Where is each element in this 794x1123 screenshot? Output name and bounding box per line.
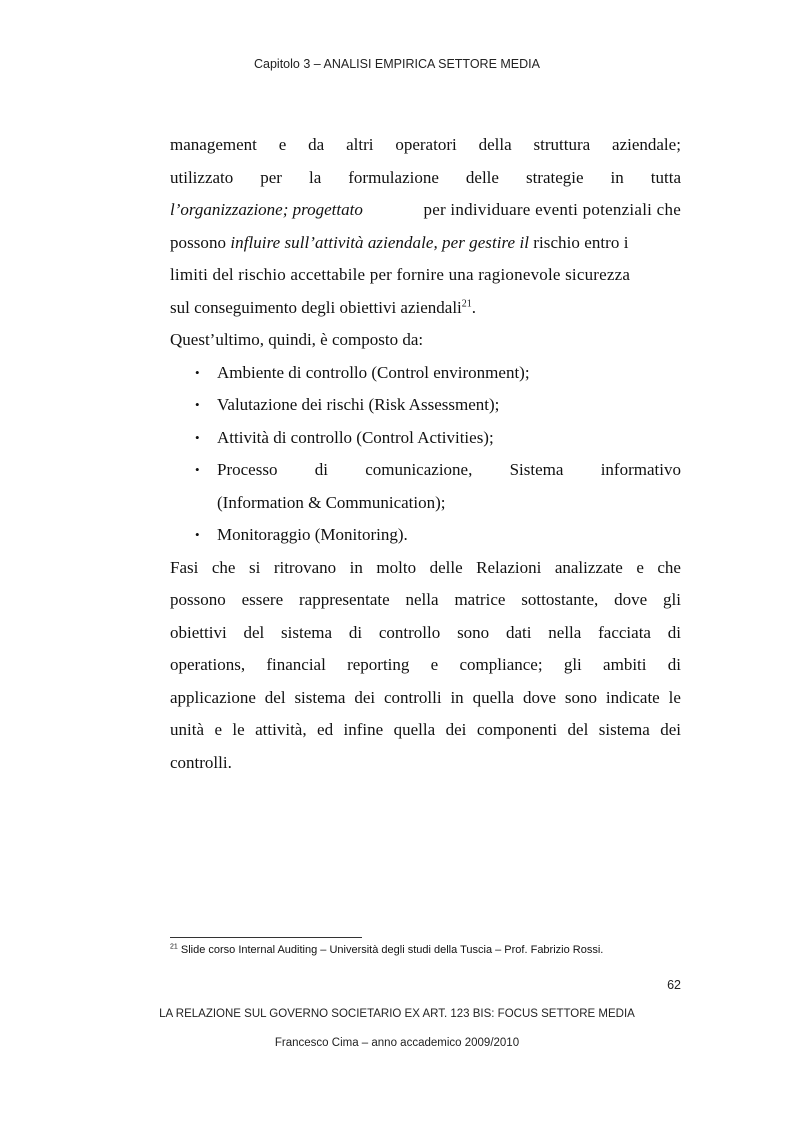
paragraph1-line4-a: possono (170, 232, 231, 252)
bullet-icon: • (195, 364, 200, 380)
word: per (260, 167, 282, 187)
word: ed (317, 720, 334, 739)
word: infine (343, 720, 384, 739)
list-item-text: Monitoraggio (Monitoring). (217, 525, 408, 544)
word: sistema (598, 720, 650, 739)
word: da (308, 135, 325, 154)
footnote-reference: 21 (461, 297, 472, 309)
word: obiettivi (170, 622, 227, 642)
word: informativo (600, 460, 681, 479)
bullet-icon: • (195, 397, 200, 412)
word: Processo (217, 460, 278, 479)
word: operatori (395, 135, 457, 154)
word: operations, (170, 655, 246, 674)
word: sottostante, (521, 590, 599, 609)
word: di (667, 655, 681, 674)
word: in (450, 687, 464, 707)
word: gli (563, 655, 582, 674)
word: nella (548, 622, 582, 642)
word: strategie (525, 167, 584, 187)
body-text (170, 129, 681, 779)
word: altri (346, 135, 374, 154)
word: che (211, 557, 236, 577)
word: applicazione (170, 687, 256, 707)
word: che (657, 557, 681, 577)
word: di (667, 622, 681, 642)
word: utilizzato (170, 167, 234, 187)
word: analizzate (554, 557, 623, 577)
word: e (214, 720, 222, 739)
word: Sistema (509, 460, 564, 479)
word: e (430, 655, 439, 674)
word: di (348, 622, 363, 642)
word: componenti (476, 720, 558, 739)
paragraph1-line4-b: rischio entro i (529, 232, 629, 252)
word: sono (564, 687, 598, 707)
paragraph2-line2 (170, 584, 681, 617)
word: si (248, 557, 261, 577)
paragraph1-line5: limiti del rischio accettabile per fornire una ragionevole sicurezza (170, 265, 631, 284)
word: sono (457, 622, 490, 642)
word: essere (241, 590, 284, 609)
paragraph1-line4 (170, 227, 681, 260)
bullet-icon: • (195, 462, 200, 477)
word: comunicazione, (365, 460, 473, 479)
word: sistema (281, 622, 333, 642)
word: dei (660, 720, 681, 739)
word: le (668, 687, 681, 707)
list-item-text: Ambiente di controllo (Control environment); (217, 362, 530, 382)
word: financial (266, 655, 326, 674)
list-item (170, 422, 681, 455)
footnote-separator (170, 937, 362, 938)
list-intro: Quest’ultimo, quindi, è composto da: (170, 330, 424, 349)
paragraph1-line6-text: sul conseguimento degli obiettivi aziendali (170, 297, 462, 317)
word: dei (445, 720, 467, 739)
paragraph2-line5 (170, 682, 681, 715)
word: attività, (255, 720, 307, 739)
components-list (170, 357, 681, 552)
word: in (610, 167, 624, 187)
word: management (170, 135, 257, 154)
paragraph2-line6 (170, 714, 681, 747)
paragraph1-line2 (170, 162, 681, 195)
footnote-number: 21 (170, 943, 178, 951)
footnote-text: Slide corso Internal Auditing – Università degli studi della Tuscia – Prof. Fabrizio Rossi. (177, 944, 604, 956)
paragraph2-line3 (170, 617, 681, 650)
list-item-text-line1 (217, 454, 681, 487)
footnote (170, 944, 603, 956)
bullet-icon: • (195, 429, 200, 445)
word: possono (170, 590, 226, 609)
running-header: Capitolo 3 – ANALISI EMPIRICA SETTORE MEDIA (254, 57, 540, 71)
word: sistema (294, 687, 346, 707)
paragraph1-line6-end: . (471, 297, 477, 317)
word: e (278, 135, 287, 154)
paragraph2-line1 (170, 552, 681, 585)
list-item-text: Valutazione dei rischi (Risk Assessment); (217, 395, 500, 414)
word: in (349, 557, 363, 577)
word: controllo (378, 622, 441, 642)
word: dove (614, 590, 648, 609)
word: delle (465, 167, 499, 187)
list-item (170, 357, 681, 390)
word: della (478, 135, 512, 154)
footer-title: LA RELAZIONE SUL GOVERNO SOCIETARIO EX ART. 123 BIS: FOCUS SETTORE MEDIA (159, 1008, 635, 1020)
word: unità (170, 720, 204, 739)
word: matrice (454, 590, 506, 609)
word: dati (505, 622, 532, 642)
paragraph1-line6 (170, 292, 681, 325)
paragraph2-line4 (170, 649, 681, 682)
word: ambiti (603, 655, 647, 674)
word: le (232, 720, 245, 739)
word: la (308, 167, 322, 187)
word: rappresentate (299, 590, 390, 609)
word: delle (429, 557, 463, 577)
word: indicate (605, 687, 660, 707)
italic-phrase-influire: influire sull’attività aziendale, per gestire il (230, 232, 529, 252)
word: e (636, 557, 644, 577)
word: quella (393, 720, 436, 739)
word: struttura (533, 135, 591, 154)
page-number: 62 (667, 978, 681, 992)
word: aziendale; (612, 135, 681, 154)
footer-author: Francesco Cima – anno accademico 2009/2010 (274, 1037, 520, 1049)
word: del (567, 720, 589, 739)
list-item (170, 454, 681, 519)
word: facciata (598, 622, 651, 642)
word: del (243, 622, 265, 642)
word: dei (354, 687, 376, 707)
word: del (264, 687, 286, 707)
word: Fasi (170, 557, 199, 577)
word: controlli (383, 687, 442, 707)
paragraph1-line3-rest: per individuare eventi potenziali che (418, 200, 681, 219)
paragraph2-line7: controlli. (170, 752, 232, 772)
paragraph1-line3 (170, 194, 681, 227)
word: Relazioni (476, 557, 542, 577)
word: compliance; (459, 655, 543, 674)
word: gli (663, 590, 681, 609)
word: nella (405, 590, 439, 609)
word: dove (522, 687, 557, 707)
paragraph1-line1 (170, 129, 681, 162)
word: di (314, 460, 328, 479)
word: reporting (347, 655, 410, 674)
italic-phrase-organizzazione: l’organizzazione; progettato (170, 200, 363, 219)
word: quella (472, 687, 515, 707)
word: tutta (650, 167, 681, 187)
list-item-text: Attività di controllo (Control Activities); (217, 427, 494, 447)
word: molto (376, 557, 417, 577)
list-item (170, 389, 681, 422)
word: ritrovano (273, 557, 337, 577)
list-item-text-line2: (Information & Communication); (217, 492, 446, 512)
bullet-icon: • (195, 527, 200, 542)
list-item (170, 519, 681, 552)
word: formulazione (348, 167, 439, 187)
